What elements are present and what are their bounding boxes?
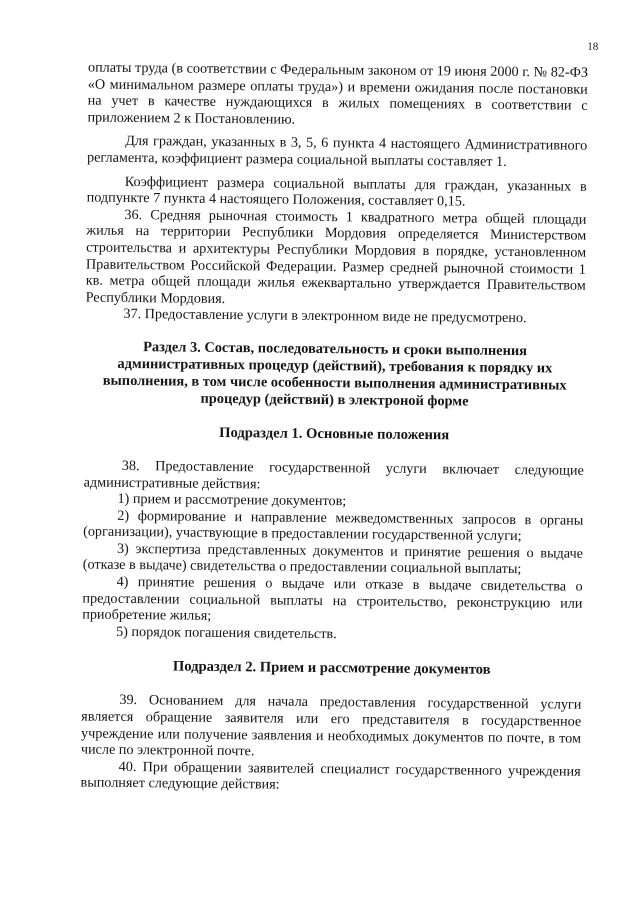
paragraph-37-electronic: 37. Предоставление услуги в электронном виде не предусмотрено. [123, 306, 527, 327]
paragraph-36-market-cost: 36. Средняя рыночная стоимость 1 квадратного метра общей площади жилья на территории Республики Мордовия определяется Министерством строительства и архитектуры Республики Мордовия в порядке, установленном Правительством Российской Федерации. Размер средней рыночной стоимости 1 кв. метра общей площади жилья ежеквартально утверждается Правительством Республики Мордовия. [85, 206, 587, 307]
document-body [80, 60, 588, 797]
list-item: 1) прием и рассмотрение документов; [117, 490, 347, 510]
paragraph-coefficient-015: Коэффициент размера социальной выплаты для граждан, указанных в подпункте 7 пункта 4 настоящего Положения, составляет 0,15. [86, 173, 587, 210]
paragraph-40-specialist: 40. При обращении заявителей специалист государственного учреждения выполняет следующие действия: [80, 758, 581, 794]
list-item: 5) порядок погашения свидетельств. [116, 623, 337, 643]
subsection-2-heading: Подраздел 2. Прием и рассмотрение документов [172, 658, 491, 679]
paragraph-39-basis: 39. Основанием для начала предоставления государственной услуги является обращение заявителя или его представителя в государственное учреждение или получение заявления и необходимых документов по почте, в том числе по электронной почте. [80, 692, 582, 760]
paragraph-38-actions: 38. Предоставление государственной услуги включает следующие административные действия: [83, 457, 584, 492]
page-number: 18 [587, 40, 599, 53]
section-3-heading: Раздел 3. Состав, последовательность и сроки выполнения административных процедур (действий), требования к порядку их выполнения, в том числе особенности выполнения административных процедур (действий) в электроной форме [102, 339, 567, 410]
paragraph-coefficient-one: Для граждан, указанных в 3, 5, 6 пункта 4 настоящего Административного регламента, коэффициент размера социальной выплаты составляет 1. [86, 133, 588, 170]
subsection-1-heading: Подраздел 1. Основные положения [219, 424, 450, 444]
list-item: 3) экспертиза представленных документов и принятие решения о выдаче (отказе в выдаче) свидетельства о предоставлении социальной выплаты; [82, 540, 584, 578]
paragraph-wage-continuation: оплаты труда (в соответствии с Федеральным законом от 19 июня 2000 г. № 82-ФЗ «О минимальном размере оплаты труда») и времени ожидания после постановки на учет в качестве нуждающихся в жилых помещениях в соответствии с приложением 2 к Постановлению. [87, 59, 589, 128]
list-item: 2) формирование и направление межведомственных запросов в органы (организации), участвующие в предоставлении государственной услуги; [83, 507, 584, 545]
list-item: 4) принятие решения о выдаче или отказе в выдаче свидетельства о предоставлении социальной выплаты на строительство, реконструкцию или приобретение жилья; [82, 573, 583, 625]
